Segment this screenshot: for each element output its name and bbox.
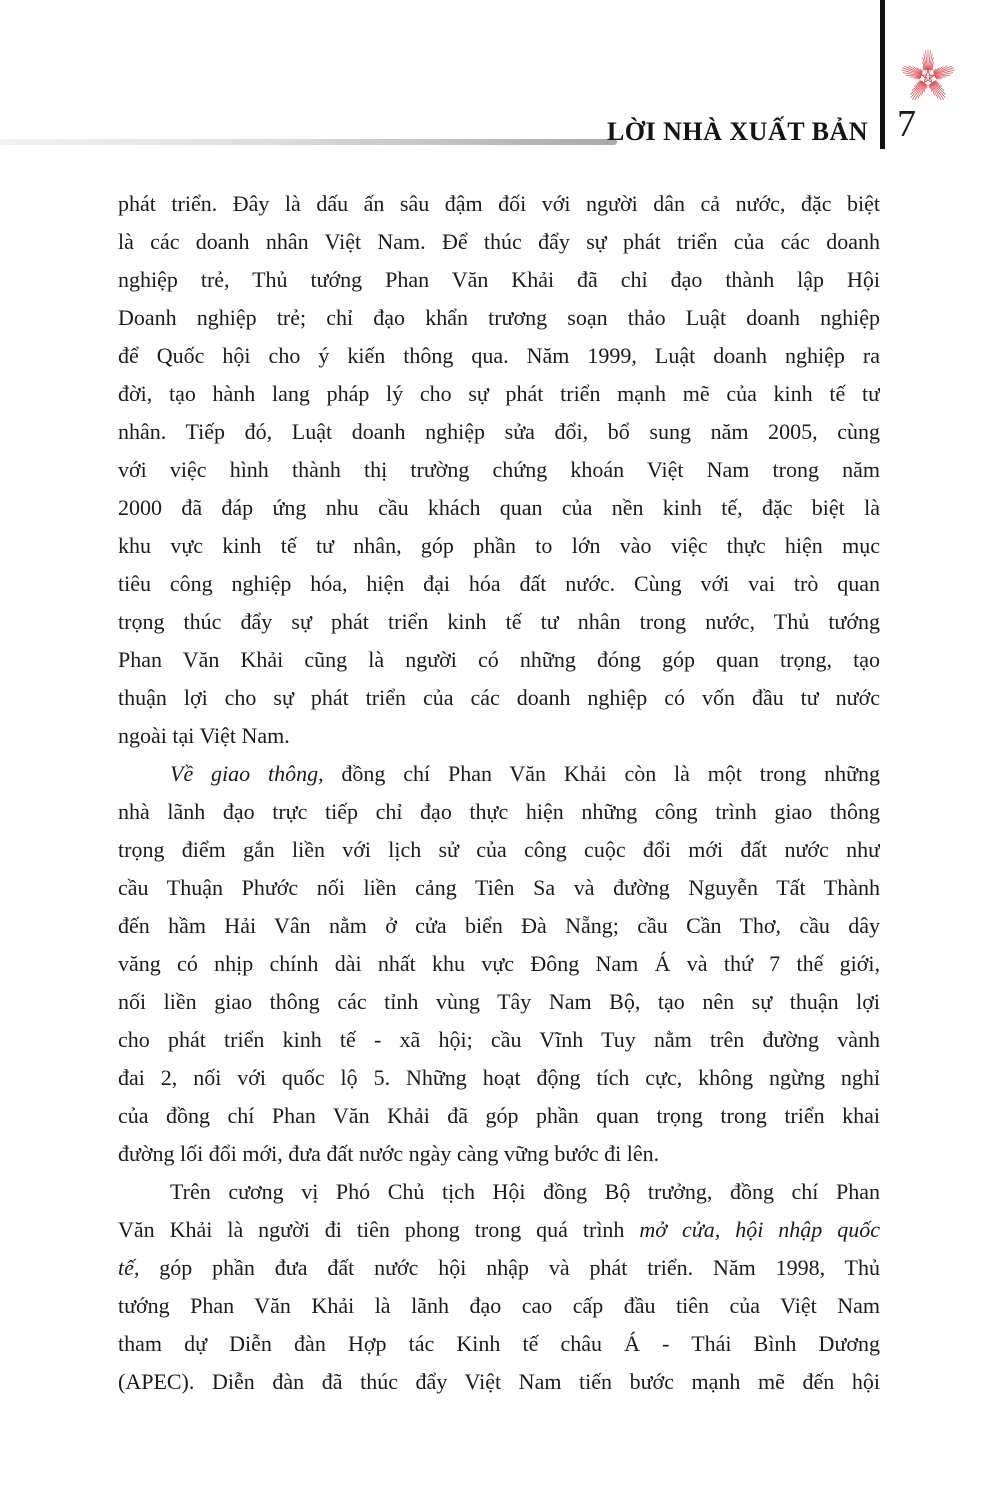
text-line: đai 2, nối với quốc lộ 5. Những hoạt động tích cực, không ngừng nghỉ (118, 1065, 880, 1090)
text-line: phát triển. Đây là dấu ấn sâu đậm đối với người dân cả nước, đặc biệt (118, 191, 880, 216)
text-line: nghiệp trẻ, Thủ tướng Phan Văn Khải đã chỉ đạo thành lập Hội (118, 267, 880, 292)
text-line: đến hầm Hải Vân nằm ở cửa biển Đà Nẵng; cầu Cần Thơ, cầu dây (118, 913, 880, 938)
page-number: 7 (897, 103, 916, 145)
text-line: để Quốc hội cho ý kiến thông qua. Năm 1999, Luật doanh nghiệp ra (118, 343, 880, 368)
text-line: (APEC). Diễn đàn đã thúc đẩy Việt Nam tiến bước mạnh mẽ đến hội (118, 1369, 880, 1394)
text-line: Trên cương vị Phó Chủ tịch Hội đồng Bộ trưởng, đồng chí Phan (170, 1179, 880, 1204)
text-line: nối liền giao thông các tỉnh vùng Tây Nam Bộ, tạo nên sự thuận lợi (118, 989, 880, 1014)
text-line: nhân. Tiếp đó, Luật doanh nghiệp sửa đổi, bổ sung năm 2005, cùng (118, 419, 880, 444)
logo-monogram: ST (924, 75, 932, 82)
text-line: Về giao thông, đồng chí Phan Văn Khải còn là một trong những (170, 761, 880, 786)
text-line: thuận lợi cho sự phát triển của các doanh nghiệp có vốn đầu tư nước (118, 685, 880, 710)
text-line: ngoài tại Việt Nam. (118, 723, 290, 748)
text-line: Văn Khải là người đi tiên phong trong quá trình mở cửa, hội nhập quốc (118, 1217, 880, 1242)
text-line: đời, tạo hành lang pháp lý cho sự phát triển mạnh mẽ của kinh tế tư (118, 381, 880, 406)
text-line: văng có nhịp chính dài nhất khu vực Đông Nam Á và thứ 7 thế giới, (118, 951, 880, 976)
running-header-title: LỜI NHÀ XUẤT BẢN (606, 117, 868, 146)
text-line: Phan Văn Khải cũng là người có những đóng góp quan trọng, tạo (118, 647, 880, 672)
text-line: trọng điểm gắn liền với lịch sử của công cuộc đổi mới đất nước như (118, 837, 880, 862)
text-line: cho phát triển kinh tế - xã hội; cầu Vĩnh Tuy nằm trên đường vành (118, 1027, 880, 1052)
text-line: tướng Phan Văn Khải là lãnh đạo cao cấp đầu tiên của Việt Nam (118, 1293, 880, 1318)
text-line: trọng thúc đẩy sự phát triển kinh tế tư nhân trong nước, Thủ tướng (118, 609, 880, 634)
body-text (118, 185, 880, 1401)
text-line: Doanh nghiệp trẻ; chỉ đạo khẩn trương soạn thảo Luật doanh nghiệp (118, 305, 880, 330)
text-line: khu vực kinh tế tư nhân, góp phần to lớn vào việc thực hiện mục (118, 533, 880, 558)
publisher-logo-icon (898, 45, 958, 108)
text-line: đường lối đổi mới, đưa đất nước ngày càng vững bước đi lên. (118, 1141, 660, 1166)
text-line: cầu Thuận Phước nối liền cảng Tiên Sa và đường Nguyễn Tất Thành (118, 875, 880, 900)
text-line: 2000 đã đáp ứng nhu cầu khách quan của nền kinh tế, đặc biệt là (118, 495, 880, 520)
text-line: là các doanh nhân Việt Nam. Để thúc đẩy sự phát triển của các doanh (118, 229, 880, 254)
header-divider-line (0, 139, 617, 145)
text-line: của đồng chí Phan Văn Khải đã góp phần quan trọng trong triển khai (118, 1103, 880, 1128)
text-line: tiêu công nghiệp hóa, hiện đại hóa đất nước. Cùng với vai trò quan (118, 571, 880, 596)
text-line: với việc hình thành thị trường chứng khoán Việt Nam trong năm (118, 457, 880, 482)
text-line: tham dự Diễn đàn Hợp tác Kinh tế châu Á - Thái Bình Dương (118, 1331, 880, 1356)
header-vertical-rule (880, 0, 885, 149)
text-line: tế, góp phần đưa đất nước hội nhập và phát triển. Năm 1998, Thủ (118, 1255, 880, 1280)
text-line: nhà lãnh đạo trực tiếp chỉ đạo thực hiện những công trình giao thông (118, 799, 880, 824)
